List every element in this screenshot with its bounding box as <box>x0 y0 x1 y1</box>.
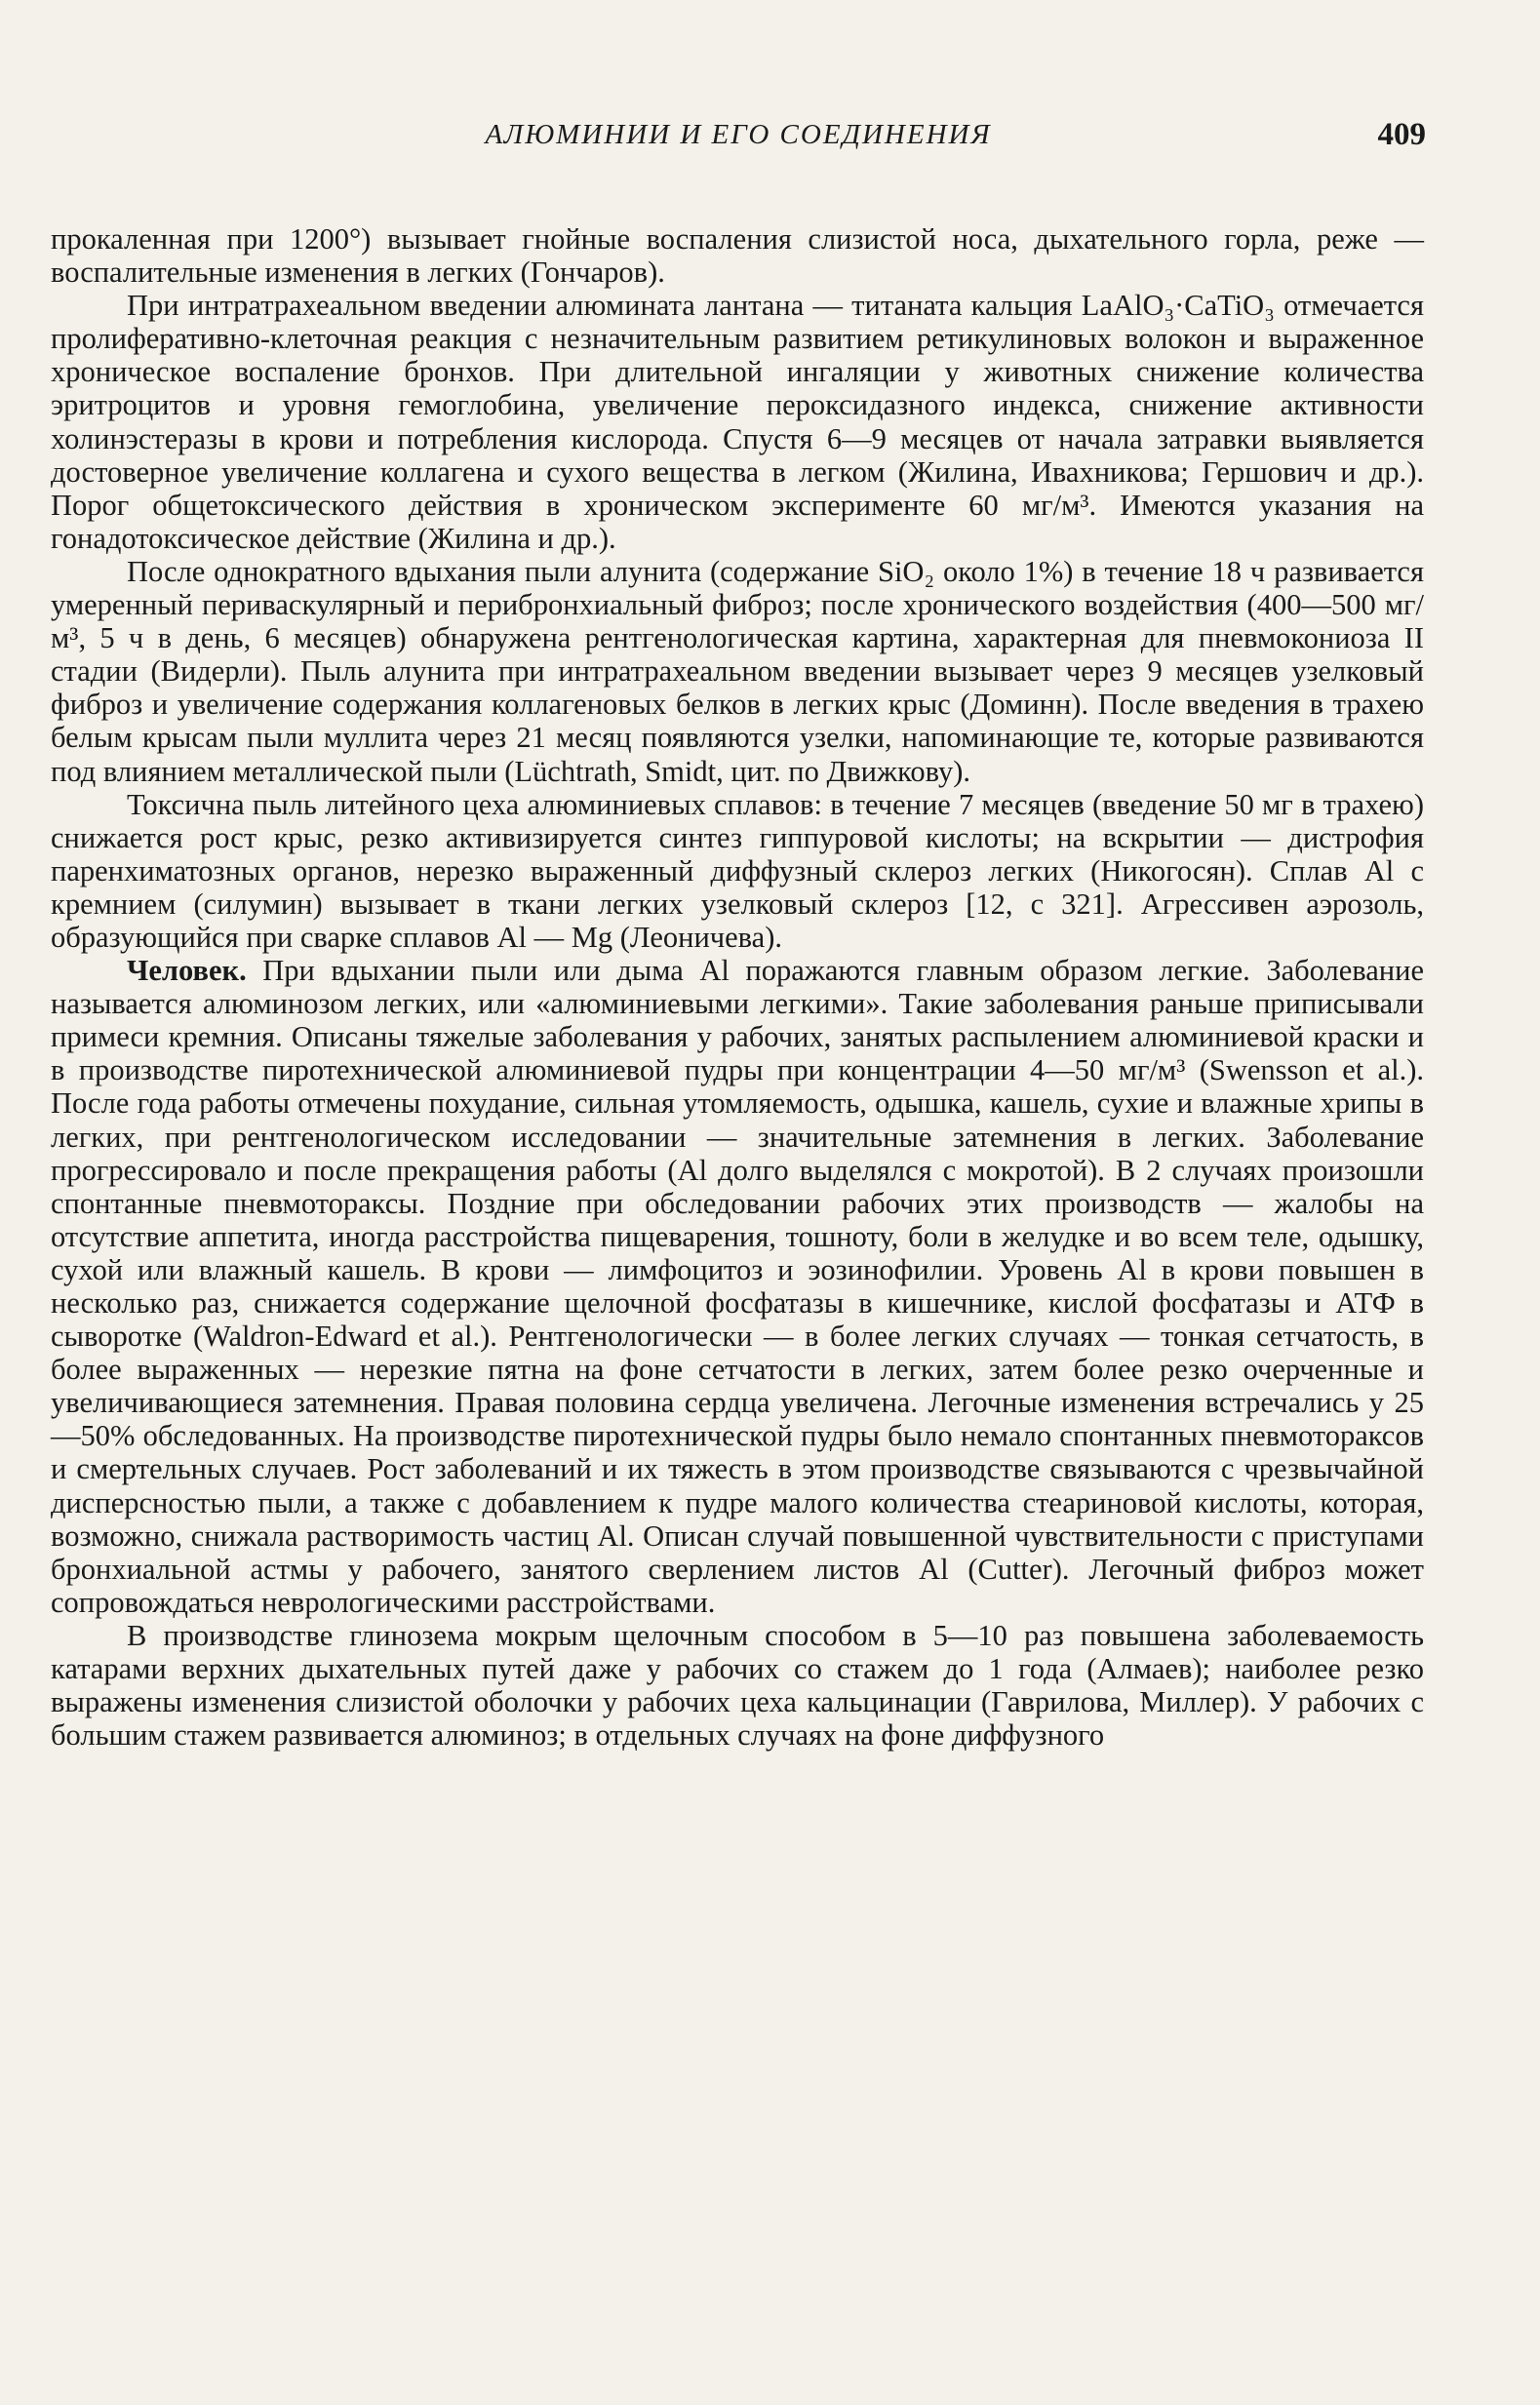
running-head <box>51 117 1426 156</box>
paragraph-lanthanum-aluminate <box>51 289 1424 555</box>
running-title: АЛЮМИНИИ И ЕГО СОЕДИНЕНИЯ <box>485 119 992 150</box>
paragraph-text: Токсична пыль литейного цеха алюминиевых сплавов: в течение 7 месяцев (введение 50 мг в трахею) снижается рост крыс, резко активизируется синтез гиппуровой кислоты; на вскрытии — дистрофия паренхиматозных органов, нерезко выраженный диффузный склероз легких (Никогосян). Сплав Al с кремнием (силумин) вызывает в ткани легких узелковый склероз [12, с 321]. Агрессивен аэрозоль, образующийся при сварке сплавов Al — Mg (Леоничева). <box>51 787 1424 954</box>
paragraph-human <box>51 954 1424 1619</box>
paragraph-continuation <box>51 222 1424 289</box>
paragraph-text: После однократного вдыхания пыли алунита (содержание SiO₂ около 1%) в течение 18 ч развивается умеренный периваскулярный и перибронхиальный фиброз; после хронического воздействия (400—500 мг/м³, 5 ч в день, 6 месяцев) обнаружена рентгенологическая картина, характерная для пневмокониоза II стадии (Видерли). Пыль алунита при интратрахеальном введении вызывает через 9 месяцев узелковый фиброз и увеличение содержания коллагеновых белков в легких крыс (Доминн). После введения в трахею белым крысам пыли муллита через 21 месяц появляются узелки, напоминающие те, которые развиваются под влиянием металлической пыли (Lüchtrath, Smidt, цит. по Движкову). <box>51 554 1424 788</box>
paragraph-text: При интратрахеальном введении алюмината лантана — титаната кальция LaAlO₃·CaTiO₃ отмечается пролиферативно-клеточная реакция с незначительным развитием ретикулиновых волокон и выраженное хроническое воспаление бронхов. При длительной ингаляции у животных снижение количества эритроцитов и уровня гемоглобина, увеличение пероксидазного индекса, снижение активности холинэстеразы в крови и потребления кислорода. Спустя 6—9 месяцев от начала затравки выявляется достоверное увеличение коллагена и сухого вещества в легком (Жилина, Ивахникова; Гершович и др.). Порог общетоксического действия в хроническом эксперименте 60 мг/м³. Имеются указания на гонадотоксическое действие (Жилина и др.). <box>51 289 1424 555</box>
paragraph-foundry-dust <box>51 788 1424 954</box>
body-text <box>51 222 1424 1752</box>
paragraph-lead-human: Человек. <box>127 954 247 988</box>
paragraph-text: При вдыхании пыли или дыма Al поражаются главным образом легкие. Заболевание называется алюминозом легких, или «алюминиевыми легкими». Такие заболевания раньше приписывали примеси кремния. Описаны тяжелые заболевания у рабочих, занятых распылением алюминиевой краски и в производстве пиротехнической алюминиевой пудры при концентрации 4—50 мг/м³ (Swensson et al.). После года работы отмечены похудание, сильная утомляемость, одышка, кашель, сухие и влажные хрипы в легких, при рентгенологическом исследовании — значительные затемнения в легких. Заболевание прогрессировало и после прекращения работы (Al долго выделялся с мокротой). В 2 случаях произошли спонтанные пневмотораксы. Поздние при обследовании рабочих этих производств — жалобы на отсутствие аппетита, иногда расстройства пищеварения, тошноту, боли в желудке и во всем теле, одышку, сухой или влажный кашель. В крови — лимфоцитоз и эозинофилии. Уровень Al в крови повышен в несколько раз, снижается содержание щелочной фосфатазы в кишечнике, кислой фосфатазы и АТФ в сыворотке (Waldron-Edward et al.). Рентгенологически — в более легких случаях — тонкая сетчатость, в более выраженных — нерезкие пятна на фоне сетчатости в легких, затем более резко очерченные и увеличивающиеся затемнения. Правая половина сердца увеличена. Легочные изменения встречались у 25—50% обследованных. На производстве пиротехнической пудры было немало спонтанных пневмотораксов и смертельных случаев. Рост заболеваний и их тяжесть в этом производстве связываются с чрезвычайной дисперсностью пыли, а также с добавлением к пудре малого количества стеариновой кислоты, которая, возможно, снижала растворимость частиц Al. Описан случай повышенной чувствительности с приступами бронхиальной астмы у рабочего, занятого сверлением листов Al (Cutter). Легочный фиброз может сопровождаться неврологическими расстройствами. <box>51 954 1424 1619</box>
paragraph-text: прокаленная при 1200°) вызывает гнойные воспаления слизистой носа, дыхательного горла, реже — воспалительные изменения в легких (Гончаров). <box>51 222 1424 290</box>
paragraph-text: В производстве глинозема мокрым щелочным способом в 5—10 раз повышена заболеваемость катарами верхних дыхательных путей даже у рабочих со стажем до 1 года (Алмаев); наиболее резко выражены изменения слизистой оболочки у рабочих цеха кальцинации (Гаврилова, Миллер). У рабочих с большим стажем развивается алюминоз; в отдельных случаях на фоне диффузного <box>51 1618 1424 1753</box>
paragraph-alunite-dust <box>51 555 1424 788</box>
paragraph-alumina-production <box>51 1619 1424 1752</box>
page-number: 409 <box>1377 117 1426 152</box>
